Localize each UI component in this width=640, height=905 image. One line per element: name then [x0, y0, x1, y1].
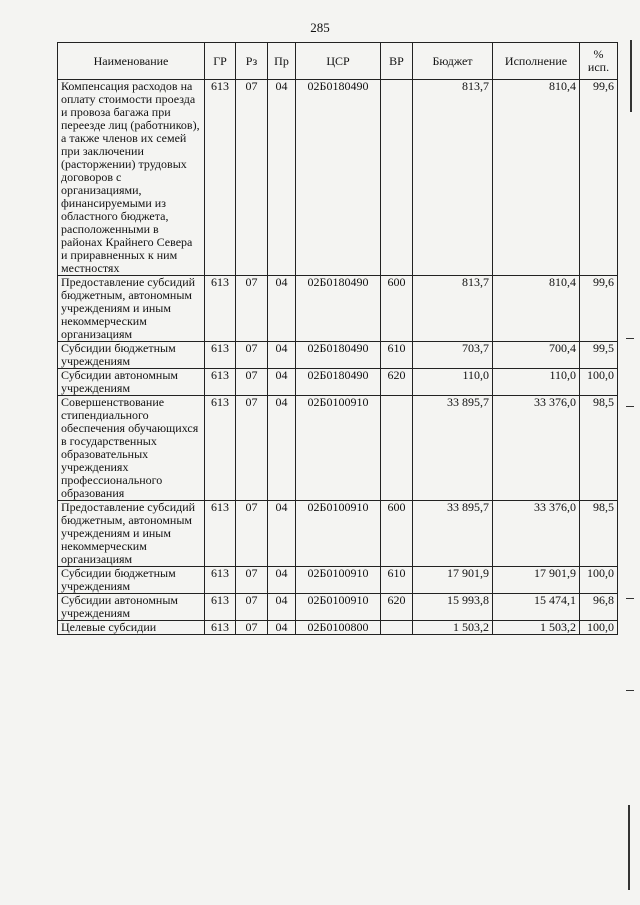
cell-rz: 07	[236, 276, 268, 342]
table-row	[58, 276, 618, 342]
cell-budget: 1 503,2	[413, 621, 493, 635]
cell-gr: 613	[205, 369, 236, 396]
cell-pr: 04	[268, 396, 296, 501]
cell-gr: 613	[205, 567, 236, 594]
cell-percent: 100,0	[580, 567, 618, 594]
cell-name: Субсидии автономным учреждениям	[58, 594, 205, 621]
cell-rz: 07	[236, 567, 268, 594]
cell-rz: 07	[236, 621, 268, 635]
scan-edge-dash	[626, 406, 634, 407]
cell-budget: 703,7	[413, 342, 493, 369]
cell-execution: 17 901,9	[493, 567, 580, 594]
cell-rz: 07	[236, 80, 268, 276]
cell-gr: 613	[205, 396, 236, 501]
cell-vr: 620	[381, 369, 413, 396]
cell-pr: 04	[268, 369, 296, 396]
cell-csr: 02Б0180490	[296, 80, 381, 276]
page-number: 285	[310, 20, 330, 35]
header-execution: Исполнение	[493, 43, 580, 80]
cell-name: Компенсация расходов на оплату стоимости проезда и провоза багажа при переезде лиц (работников), а также членов их семей при заключении (расторжении) трудовых договоров с организациями, финансируемыми из областного бюджета, расположенными в районах Крайнего Севера и приравненных к ним местностях	[58, 80, 205, 276]
table-header-row	[58, 43, 618, 80]
cell-pr: 04	[268, 501, 296, 567]
cell-budget: 813,7	[413, 80, 493, 276]
cell-pr: 04	[268, 80, 296, 276]
cell-gr: 613	[205, 594, 236, 621]
cell-execution: 1 503,2	[493, 621, 580, 635]
cell-csr: 02Б0180490	[296, 342, 381, 369]
table-row	[58, 594, 618, 621]
cell-execution: 15 474,1	[493, 594, 580, 621]
cell-vr	[381, 80, 413, 276]
header-budget: Бюджет	[413, 43, 493, 80]
cell-vr: 600	[381, 276, 413, 342]
table-row	[58, 501, 618, 567]
table-row	[58, 621, 618, 635]
cell-name: Субсидии бюджетным учреждениям	[58, 342, 205, 369]
cell-csr: 02Б0100910	[296, 567, 381, 594]
cell-percent: 99,6	[580, 276, 618, 342]
cell-percent: 100,0	[580, 369, 618, 396]
cell-vr: 610	[381, 342, 413, 369]
cell-vr	[381, 396, 413, 501]
cell-budget: 15 993,8	[413, 594, 493, 621]
header-vr: ВР	[381, 43, 413, 80]
cell-execution: 33 376,0	[493, 396, 580, 501]
scan-edge-mark	[628, 805, 630, 890]
table-row	[58, 396, 618, 501]
cell-vr: 620	[381, 594, 413, 621]
scan-edge-dash	[626, 598, 634, 599]
cell-budget: 33 895,7	[413, 396, 493, 501]
cell-csr: 02Б0100910	[296, 501, 381, 567]
cell-budget: 33 895,7	[413, 501, 493, 567]
cell-rz: 07	[236, 342, 268, 369]
cell-csr: 02Б0100910	[296, 594, 381, 621]
cell-gr: 613	[205, 501, 236, 567]
cell-pr: 04	[268, 567, 296, 594]
table-row	[58, 567, 618, 594]
budget-table	[57, 42, 618, 635]
header-rz: Рз	[236, 43, 268, 80]
cell-name: Субсидии бюджетным учреждениям	[58, 567, 205, 594]
scan-edge-dash	[626, 690, 634, 691]
cell-gr: 613	[205, 80, 236, 276]
cell-budget: 17 901,9	[413, 567, 493, 594]
cell-execution: 33 376,0	[493, 501, 580, 567]
budget-sheet	[57, 42, 617, 635]
cell-budget: 110,0	[413, 369, 493, 396]
cell-pr: 04	[268, 594, 296, 621]
header-pr: Пр	[268, 43, 296, 80]
table-row	[58, 369, 618, 396]
cell-percent: 96,8	[580, 594, 618, 621]
cell-csr: 02Б0100800	[296, 621, 381, 635]
cell-percent: 98,5	[580, 501, 618, 567]
cell-rz: 07	[236, 396, 268, 501]
table-row	[58, 80, 618, 276]
cell-pr: 04	[268, 276, 296, 342]
table-row	[58, 342, 618, 369]
cell-name: Совершенствование стипендиального обеспечения обучающихся в государственных образовательных учреждениях профессионального образования	[58, 396, 205, 501]
cell-vr: 600	[381, 501, 413, 567]
cell-percent: 98,5	[580, 396, 618, 501]
cell-budget: 813,7	[413, 276, 493, 342]
cell-csr: 02Б0180490	[296, 276, 381, 342]
cell-csr: 02Б0180490	[296, 369, 381, 396]
header-csr: ЦСР	[296, 43, 381, 80]
cell-name: Предоставление субсидий бюджетным, автономным учреждениям и иным некоммерческим организациям	[58, 501, 205, 567]
cell-execution: 810,4	[493, 80, 580, 276]
cell-percent: 99,5	[580, 342, 618, 369]
cell-csr: 02Б0100910	[296, 396, 381, 501]
cell-gr: 613	[205, 342, 236, 369]
scan-edge-dash	[626, 338, 634, 339]
header-gr: ГР	[205, 43, 236, 80]
cell-rz: 07	[236, 594, 268, 621]
scan-edge-mark	[630, 40, 632, 112]
cell-execution: 810,4	[493, 276, 580, 342]
cell-vr: 610	[381, 567, 413, 594]
cell-name: Субсидии автономным учреждениям	[58, 369, 205, 396]
cell-rz: 07	[236, 369, 268, 396]
cell-gr: 613	[205, 276, 236, 342]
header-percent: % исп.	[580, 43, 618, 80]
cell-percent: 99,6	[580, 80, 618, 276]
cell-execution: 700,4	[493, 342, 580, 369]
cell-percent: 100,0	[580, 621, 618, 635]
cell-name: Предоставление субсидий бюджетным, автономным учреждениям и иным некоммерческим организациям	[58, 276, 205, 342]
cell-pr: 04	[268, 621, 296, 635]
cell-vr	[381, 621, 413, 635]
cell-name: Целевые субсидии	[58, 621, 205, 635]
header-name: Наименование	[58, 43, 205, 80]
cell-rz: 07	[236, 501, 268, 567]
cell-pr: 04	[268, 342, 296, 369]
cell-gr: 613	[205, 621, 236, 635]
cell-execution: 110,0	[493, 369, 580, 396]
